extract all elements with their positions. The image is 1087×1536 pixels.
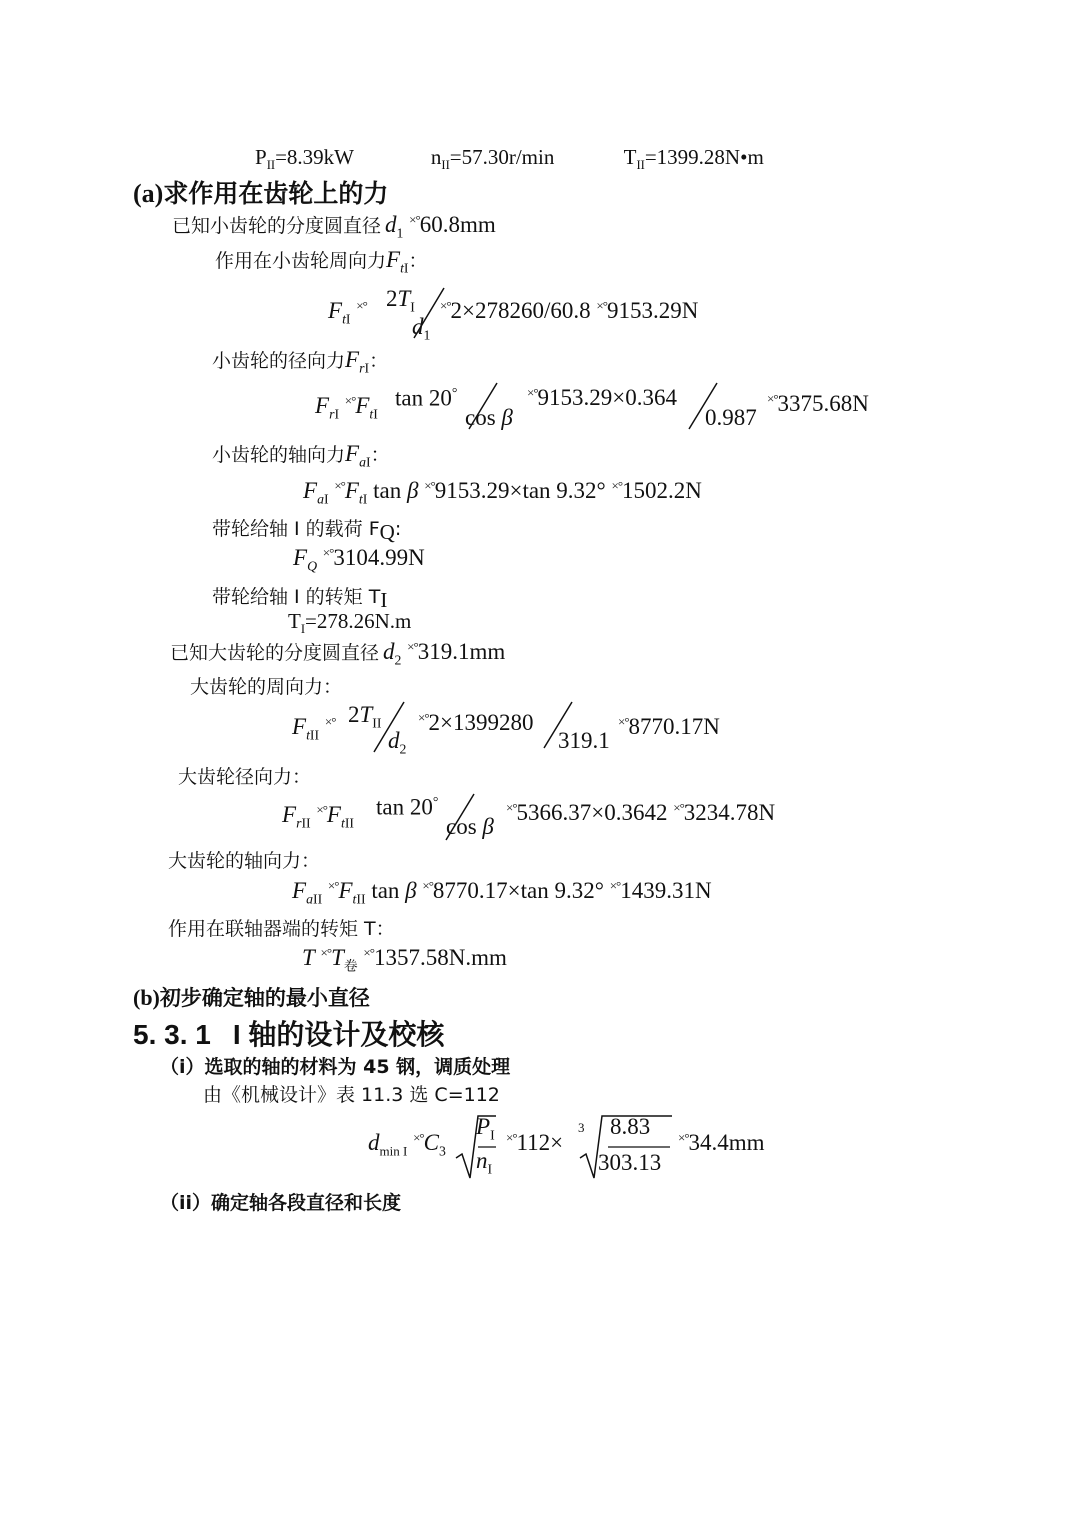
coupling-torque-label: 作用在联轴器端的转矩 T： — [168, 918, 395, 940]
p-ii: $P_{II}=8.39kW$ — [255, 145, 354, 173]
eq-t: T $^{\times^\circ}T_卷$ ×°1357.58N.mm — [302, 945, 507, 974]
small-gear-tangential-label: 作用在小齿轮周向力$F_{tI}$： — [215, 247, 428, 276]
sub-i-label: （i）选取的轴的材料为 45 钢，调质处理 — [160, 1056, 511, 1078]
eq-dmin: $d_{min I}$ $^{\times^\circ}C_3$ $P_I$ $n_I$ ×°112× 3 8.83 303.13 ×°34.4mm — [368, 1112, 788, 1182]
section-531-heading: 5. 3. 1 I 轴的设计及校核 — [133, 1019, 445, 1050]
eq-ft1: $F_{tI}$ ×° $2T_I$ $d_1$ ×°2×278260/60.8 ×°9153.29N — [328, 286, 699, 343]
small-gear-axial-label: 小齿轮的轴向力$F_{aI}$： — [212, 441, 390, 470]
large-gear-radial-label: 大齿轮径向力： — [178, 766, 312, 788]
sub-i-reference: 由《机械设计》表 11.3 选 C=112 — [203, 1084, 500, 1106]
large-gear-axial-label: 大齿轮的轴向力： — [168, 850, 321, 872]
belt-torque-label: 带轮给轴 I 的转矩 $T_I$ — [212, 586, 388, 613]
eq-fa2: $F_{aII}$ $^{\times^\circ}F_{tII}$ tan β ×°8770.17×tan 9.32° ×°1439.31N — [292, 878, 712, 907]
belt-load-label: 带轮给轴 I 的载荷 $F_Q$: — [212, 518, 402, 545]
large-gear-tangential-label: 大齿轮的周向力： — [190, 676, 343, 698]
large-gear-diameter-line: 已知大齿轮的分度圆直径 $d_2$ ×°319.1mm — [170, 639, 506, 668]
eq-fq: $F_Q$ ×°3104.99N — [293, 545, 425, 574]
eq-fa1: $F_{aI}$ $^{\times^\circ}F_{tI}$ tan β ×°9153.29×tan 9.32° ×°1502.2N — [303, 478, 702, 507]
sub-ii-label: （ii）确定轴各段直径和长度 — [160, 1192, 402, 1214]
small-gear-diameter-line: 已知小齿轮的分度圆直径 $d_1$ ×°60.8mm — [172, 212, 496, 241]
n-ii: $n_{II}=57.30r/\min$ — [430, 145, 555, 173]
small-gear-radial-label: 小齿轮的径向力$F_{rI}$： — [212, 347, 389, 376]
torque-ti-value: $T_I=278.26N.m$ — [288, 609, 412, 637]
eq-fr2: $F_{rII}$ $^{\times^\circ}F_{tII}$ tan 20° cos β ×°5366.37×0.3642 ×°3234.78N — [282, 792, 842, 848]
eq-ft2: $F_{tII}$ ×° $2T_{II}$ $d_2$ ×°2×1399280 319.1 ×°8770.17N — [292, 702, 720, 757]
t-ii: $T_{II}=1399.28N•m$ — [623, 145, 764, 173]
eq-fr1: $F_{rI}$ $^{\times^\circ}F_{tI}$ tan 20° cos β ×°9153.29×0.364 0.987 ×°3375.68N — [315, 381, 895, 437]
section-a-heading: (a)求作用在齿轮上的力 — [133, 179, 389, 208]
header-params — [255, 145, 764, 173]
section-b-heading: (b)初步确定轴的最小直径 — [133, 985, 370, 1010]
